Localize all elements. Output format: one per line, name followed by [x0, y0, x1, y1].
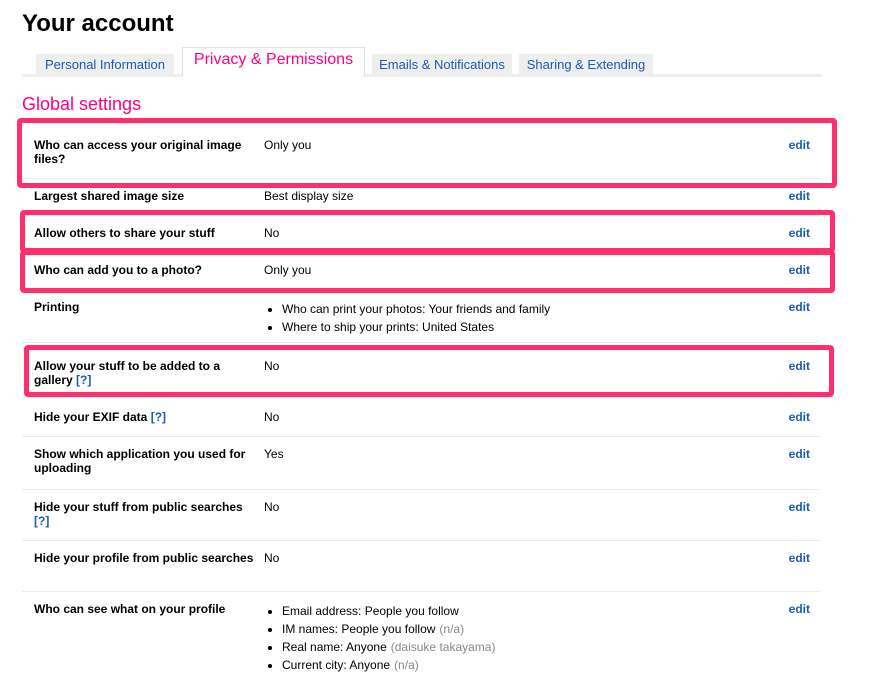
edit-link[interactable]: edit: [788, 189, 810, 203]
list-item: [282, 638, 744, 656]
setting-label: Show which application you used for uploading: [34, 447, 246, 475]
edit-link[interactable]: edit: [788, 226, 810, 240]
setting-label: Who can access your original image files?: [34, 138, 242, 166]
tab-emails-notifications[interactable]: Emails & Notifications: [372, 54, 512, 75]
list-item: [282, 656, 744, 674]
setting-row-hide-profile: [22, 551, 820, 592]
setting-row-profile-visibility: [22, 602, 820, 690]
setting-label: [34, 500, 254, 528]
tab-bar: [22, 52, 822, 77]
setting-row-show-app: [22, 447, 820, 490]
setting-value: [264, 602, 744, 674]
setting-row-largest-size: [22, 189, 820, 216]
setting-row-printing: [22, 300, 820, 343]
edit-link[interactable]: edit: [788, 551, 810, 565]
setting-label-text: Hide your stuff from public searches: [34, 500, 243, 514]
setting-label: Printing: [34, 300, 80, 314]
list-item: [282, 602, 744, 620]
setting-row-add-to-photo: [22, 263, 820, 290]
setting-value: No: [264, 551, 280, 565]
setting-value: No: [264, 359, 280, 373]
setting-value: No: [264, 410, 280, 424]
setting-value: Yes: [264, 447, 284, 461]
tab-sharing-extending[interactable]: Sharing & Extending: [519, 54, 653, 75]
setting-label-text: Hide your EXIF data: [34, 410, 148, 424]
edit-link[interactable]: edit: [788, 602, 810, 616]
edit-link[interactable]: edit: [788, 410, 810, 424]
list-item: • Where to ship your prints: United States: [282, 318, 744, 336]
setting-value: No: [264, 500, 280, 514]
setting-label: Allow others to share your stuff: [34, 226, 215, 240]
section-title: Global settings: [22, 94, 142, 114]
help-link[interactable]: [?]: [34, 514, 50, 528]
list-item: [282, 620, 744, 638]
edit-link[interactable]: edit: [788, 447, 810, 461]
edit-link[interactable]: edit: [788, 500, 810, 514]
list-item-text: Email address: People you follow: [282, 604, 459, 618]
setting-label: Who can add you to a photo?: [34, 263, 202, 277]
edit-link[interactable]: edit: [788, 138, 810, 152]
help-link[interactable]: [?]: [150, 410, 167, 424]
tab-privacy-permissions[interactable]: Privacy & Permissions: [182, 47, 365, 77]
setting-label: [34, 410, 254, 424]
list-item-text: Current city: Anyone: [282, 658, 391, 672]
setting-value: Only you: [264, 138, 312, 152]
setting-row-original-files: [22, 138, 820, 179]
setting-row-hide-search: [22, 500, 820, 541]
page-title: Your account: [22, 10, 174, 37]
setting-value: Best display size: [264, 189, 354, 203]
list-item: • Who can print your photos: Your friends and family: [282, 300, 744, 318]
setting-row-allow-share: [22, 226, 820, 253]
setting-label: [34, 359, 254, 387]
list-item-note: (n/a): [394, 658, 419, 672]
setting-label: Largest shared image size: [34, 189, 185, 203]
list-item-text: Real name: Anyone: [282, 640, 387, 654]
setting-row-gallery: [22, 359, 820, 396]
edit-link[interactable]: edit: [788, 300, 810, 314]
help-link[interactable]: [?]: [76, 373, 92, 387]
setting-label: Hide your profile from public searches: [34, 551, 254, 565]
setting-value: No: [264, 226, 280, 240]
edit-link[interactable]: edit: [788, 263, 810, 277]
list-item-text: IM names: People you follow: [282, 622, 436, 636]
edit-link[interactable]: edit: [788, 359, 810, 373]
setting-value: [264, 300, 744, 336]
setting-label-text: Allow your stuff to be added to a gallery: [34, 359, 220, 387]
setting-label: Who can see what on your profile: [34, 602, 226, 616]
list-item-note: (daisuke takayama): [390, 640, 496, 654]
list-item-note: (n/a): [439, 622, 465, 636]
setting-row-exif: [22, 410, 820, 437]
tab-personal-information[interactable]: Personal Information: [36, 54, 174, 75]
setting-value: Only you: [264, 263, 312, 277]
